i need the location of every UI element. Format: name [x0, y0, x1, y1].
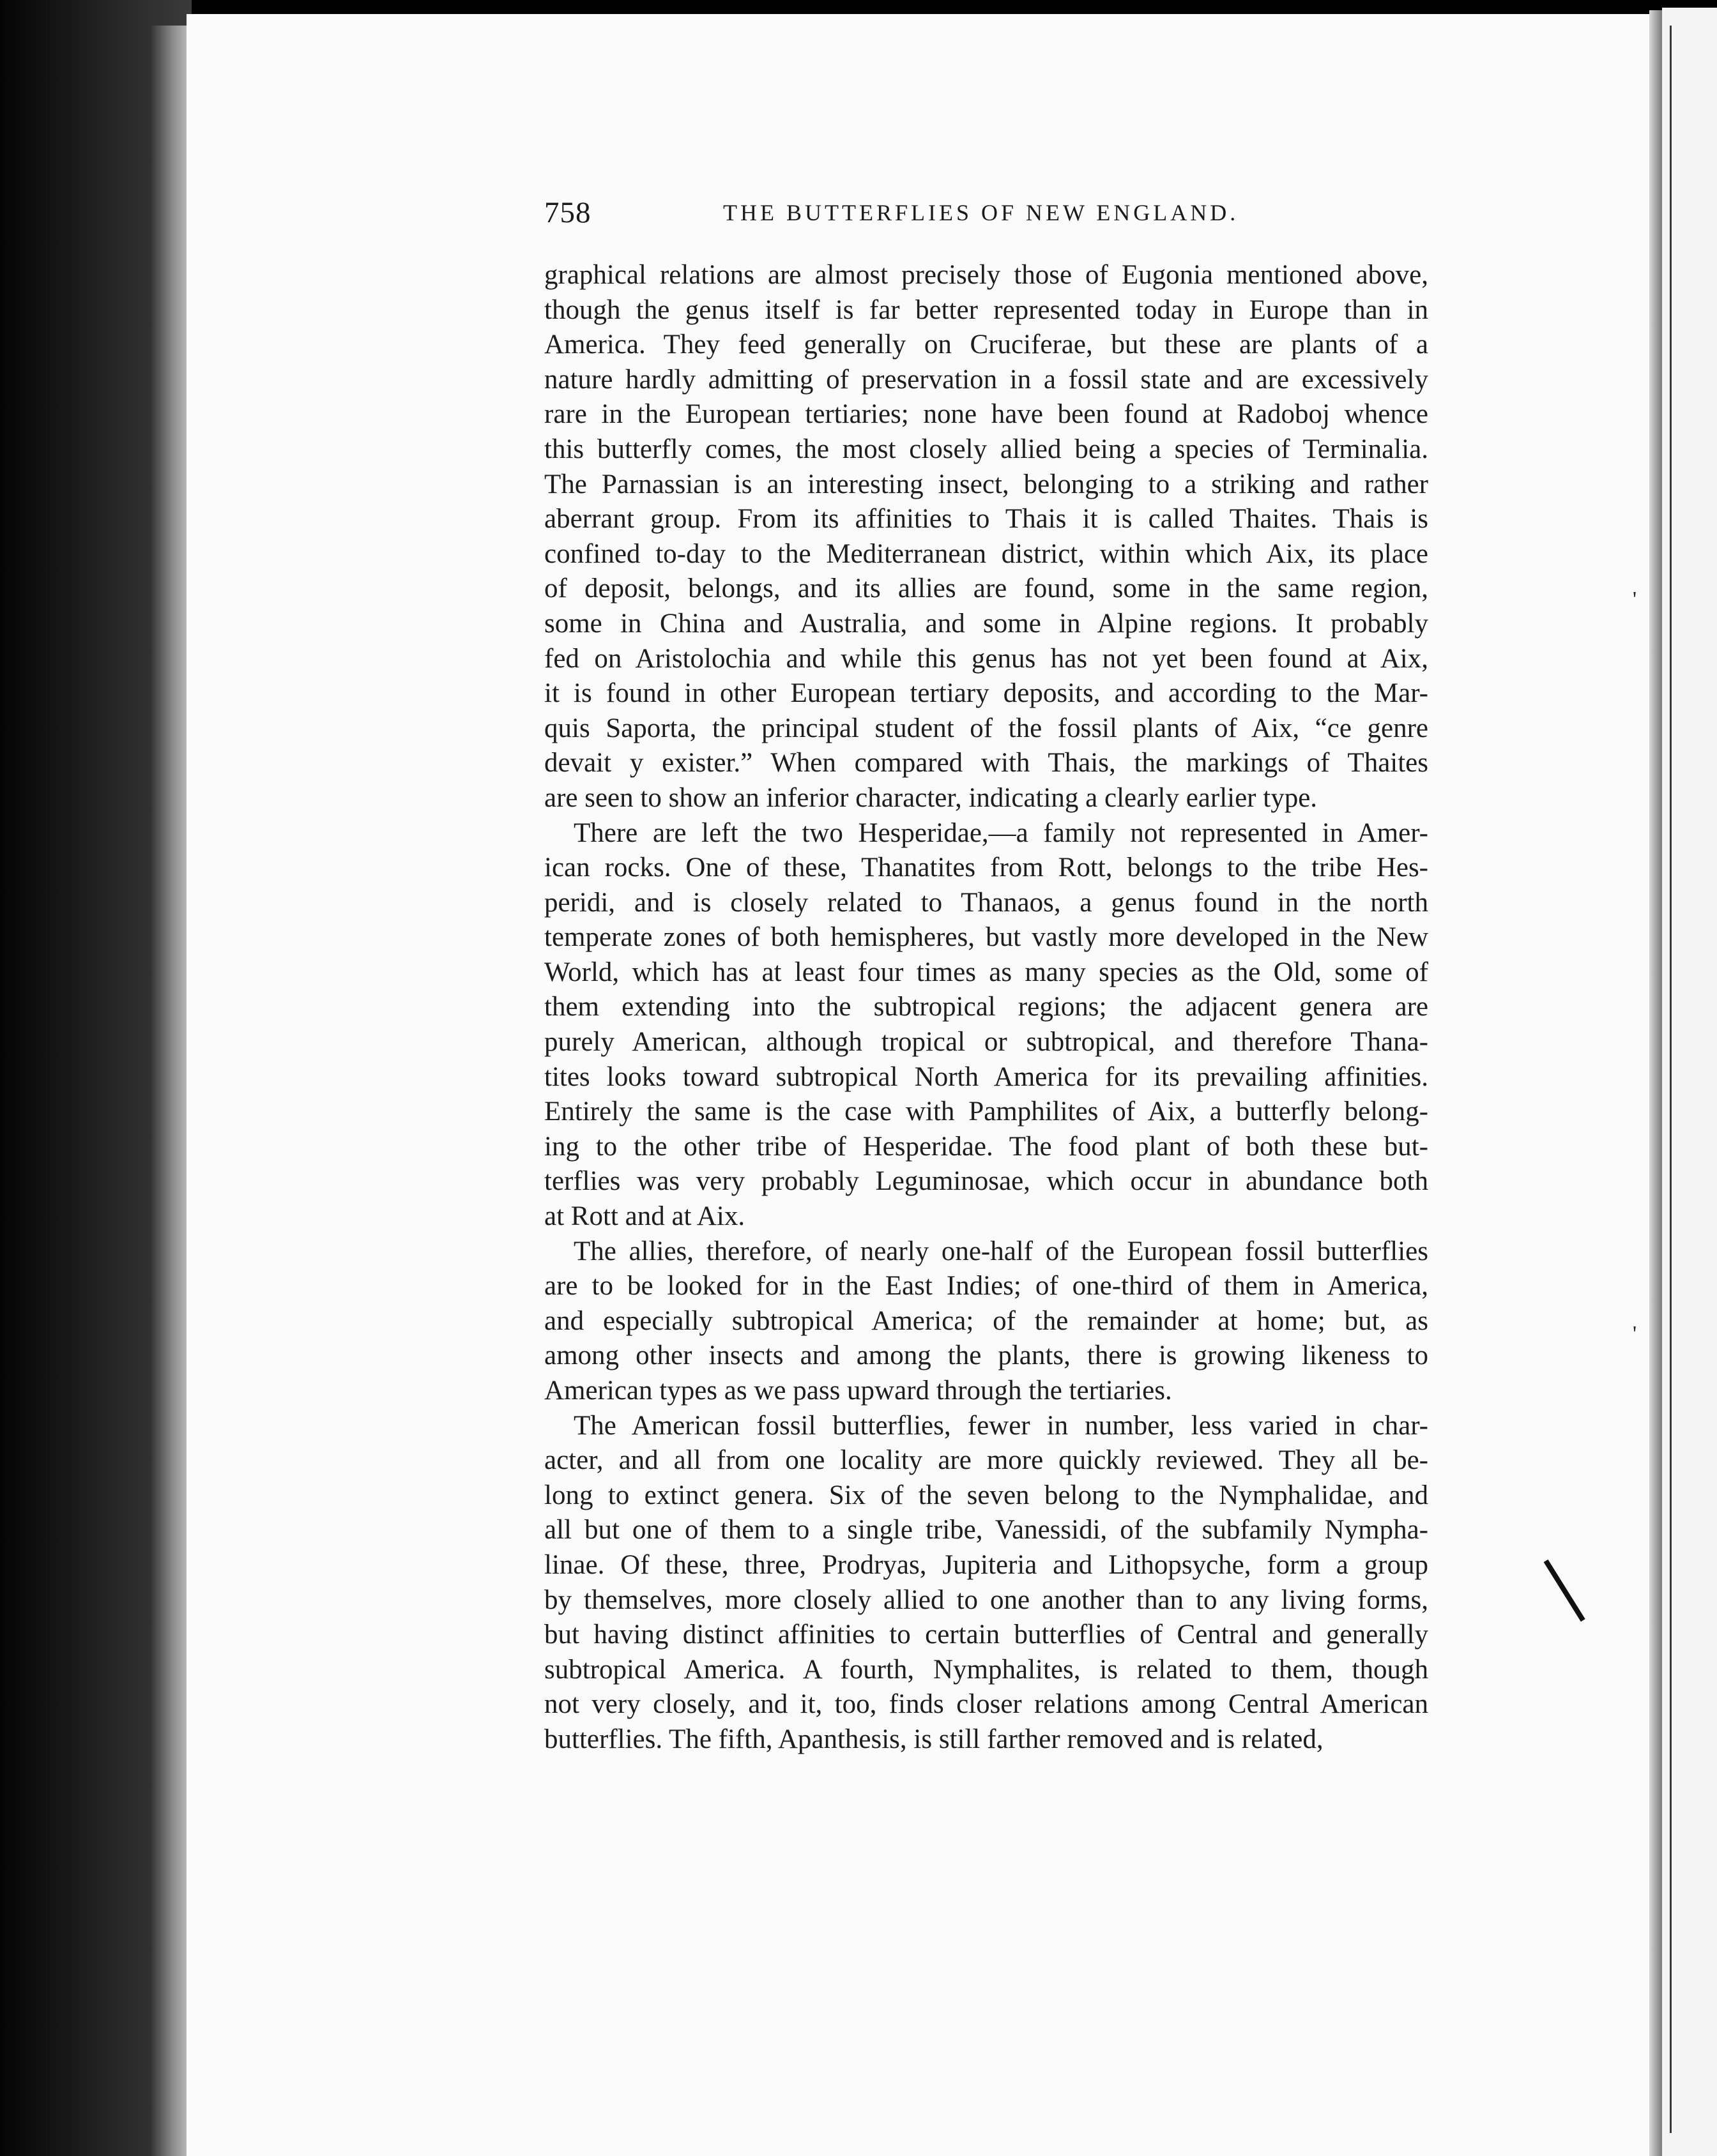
- text-line: linae. Of these, three, Prodryas, Jupiteria and Lithopsyche, form a group: [544, 1549, 1428, 1580]
- text-line: them extending into the subtropical regions; the adjacent genera are: [544, 992, 1428, 1022]
- page-number: 758: [544, 196, 591, 229]
- text-line: but having distinct affinities to certain butterflies of Central and generally: [544, 1620, 1428, 1650]
- text-line: American types as we pass upward through the tertiaries.: [544, 1376, 1172, 1406]
- body-text: [544, 258, 1428, 1757]
- text-line: and especially subtropical America; of the remainder at home; but, as: [544, 1305, 1428, 1336]
- text-line: peridi, and is closely related to Thanaos, a genus found in the north: [544, 887, 1428, 918]
- text-line: among other insects and among the plants, there is growing likeness to: [544, 1340, 1428, 1371]
- text-line: There are left the two Hesperidae,—a family not represented in Amer-: [574, 817, 1428, 848]
- text-line: long to extinct genera. Six of the seven belong to the Nymphalidae, and: [544, 1480, 1428, 1510]
- text-line: all but one of them to a single tribe, Vanessidi, of the subfamily Nympha-: [544, 1515, 1428, 1545]
- text-line: tites looks toward subtropical North America for its prevailing affinities.: [544, 1061, 1428, 1092]
- text-line: The allies, therefore, of nearly one-half of the European fossil butterflies: [574, 1236, 1428, 1266]
- text-line: rare in the European tertiaries; none have been found at Radoboj whence: [544, 399, 1428, 430]
- text-line: temperate zones of both hemispheres, but vastly more developed in the New: [544, 922, 1428, 953]
- text-line: purely American, although tropical or subtropical, and therefore Thana-: [544, 1027, 1428, 1058]
- paragraph: [544, 816, 1428, 1234]
- text-line: nature hardly admitting of preservation in a fossil state and are excessively: [544, 364, 1428, 395]
- text-line: confined to-day to the Mediterranean district, within which Aix, its place: [544, 538, 1428, 569]
- paragraph: [544, 258, 1428, 816]
- text-line: though the genus itself is far better represented today in Europe than in: [544, 294, 1428, 325]
- text-line: devait y exister.” When compared with Thais, the markings of Thaites: [544, 748, 1428, 778]
- text-line: butterflies. The fifth, Apanthesis, is still farther removed and is related,: [544, 1724, 1324, 1754]
- text-line: fed on Aristolochia and while this genus has not yet been found at Aix,: [544, 643, 1428, 674]
- text-line: World, which has at least four times as many species as the Old, some of: [544, 957, 1428, 987]
- text-line: are to be looked for in the East Indies; of one-third of them in America,: [544, 1271, 1428, 1302]
- text-line: quis Saporta, the principal student of the fossil plants of Aix, “ce genre: [544, 713, 1428, 743]
- text-line: this butterfly comes, the most closely allied being a species of Terminalia.: [544, 434, 1428, 464]
- text-line: of deposit, belongs, and its allies are found, some in the same region,: [544, 573, 1428, 604]
- text-line: graphical relations are almost precisely those of Eugonia mentioned above,: [544, 260, 1428, 290]
- margin-mark: ': [1633, 1322, 1637, 1346]
- text-line: ican rocks. One of these, Thanatites from Rott, belongs to the tribe Hes-: [544, 853, 1428, 883]
- text-line: The American fossil butterflies, fewer in number, less varied in char-: [574, 1410, 1428, 1441]
- text-line: acter, and all from one locality are more quickly reviewed. They all be-: [544, 1445, 1428, 1476]
- text-line: subtropical America. A fourth, Nymphalites, is related to them, though: [544, 1654, 1428, 1685]
- text-line: are seen to show an inferior character, indicating a clearly earlier type.: [544, 782, 1318, 813]
- text-line: The Parnassian is an interesting insect, belonging to a striking and rather: [544, 469, 1428, 499]
- paragraph: [544, 1409, 1428, 1757]
- text-line: aberrant group. From its affinities to Thais it is called Thaites. Thais is: [544, 504, 1428, 535]
- margin-mark: ': [1633, 588, 1637, 611]
- page-header: [544, 195, 1428, 234]
- text-line: at Rott and at Aix.: [544, 1201, 745, 1232]
- text-line: some in China and Australia, and some in Alpine regions. It probably: [544, 608, 1428, 639]
- page-edge-right: [1649, 10, 1662, 2156]
- facing-page-gutter-line: [1670, 26, 1672, 2133]
- text-line: America. They feed generally on Cruciferae, but these are plants of a: [544, 330, 1428, 360]
- text-line: not very closely, and it, too, finds closer relations among Central American: [544, 1689, 1428, 1720]
- text-line: it is found in other European tertiary deposits, and according to the Mar-: [544, 678, 1428, 709]
- text-line: Entirely the same is the case with Pamphilites of Aix, a butterfly belong-: [544, 1097, 1428, 1127]
- paragraph: [544, 1234, 1428, 1409]
- text-line: ing to the other tribe of Hesperidae. The food plant of both these but-: [544, 1131, 1428, 1162]
- page-edge-left: [151, 26, 189, 2156]
- text-line: terflies was very probably Leguminosae, which occur in abundance both: [544, 1166, 1428, 1197]
- running-head: THE BUTTERFLIES OF NEW ENGLAND.: [723, 200, 1239, 225]
- text-line: by themselves, more closely allied to one another than to any living forms,: [544, 1584, 1428, 1615]
